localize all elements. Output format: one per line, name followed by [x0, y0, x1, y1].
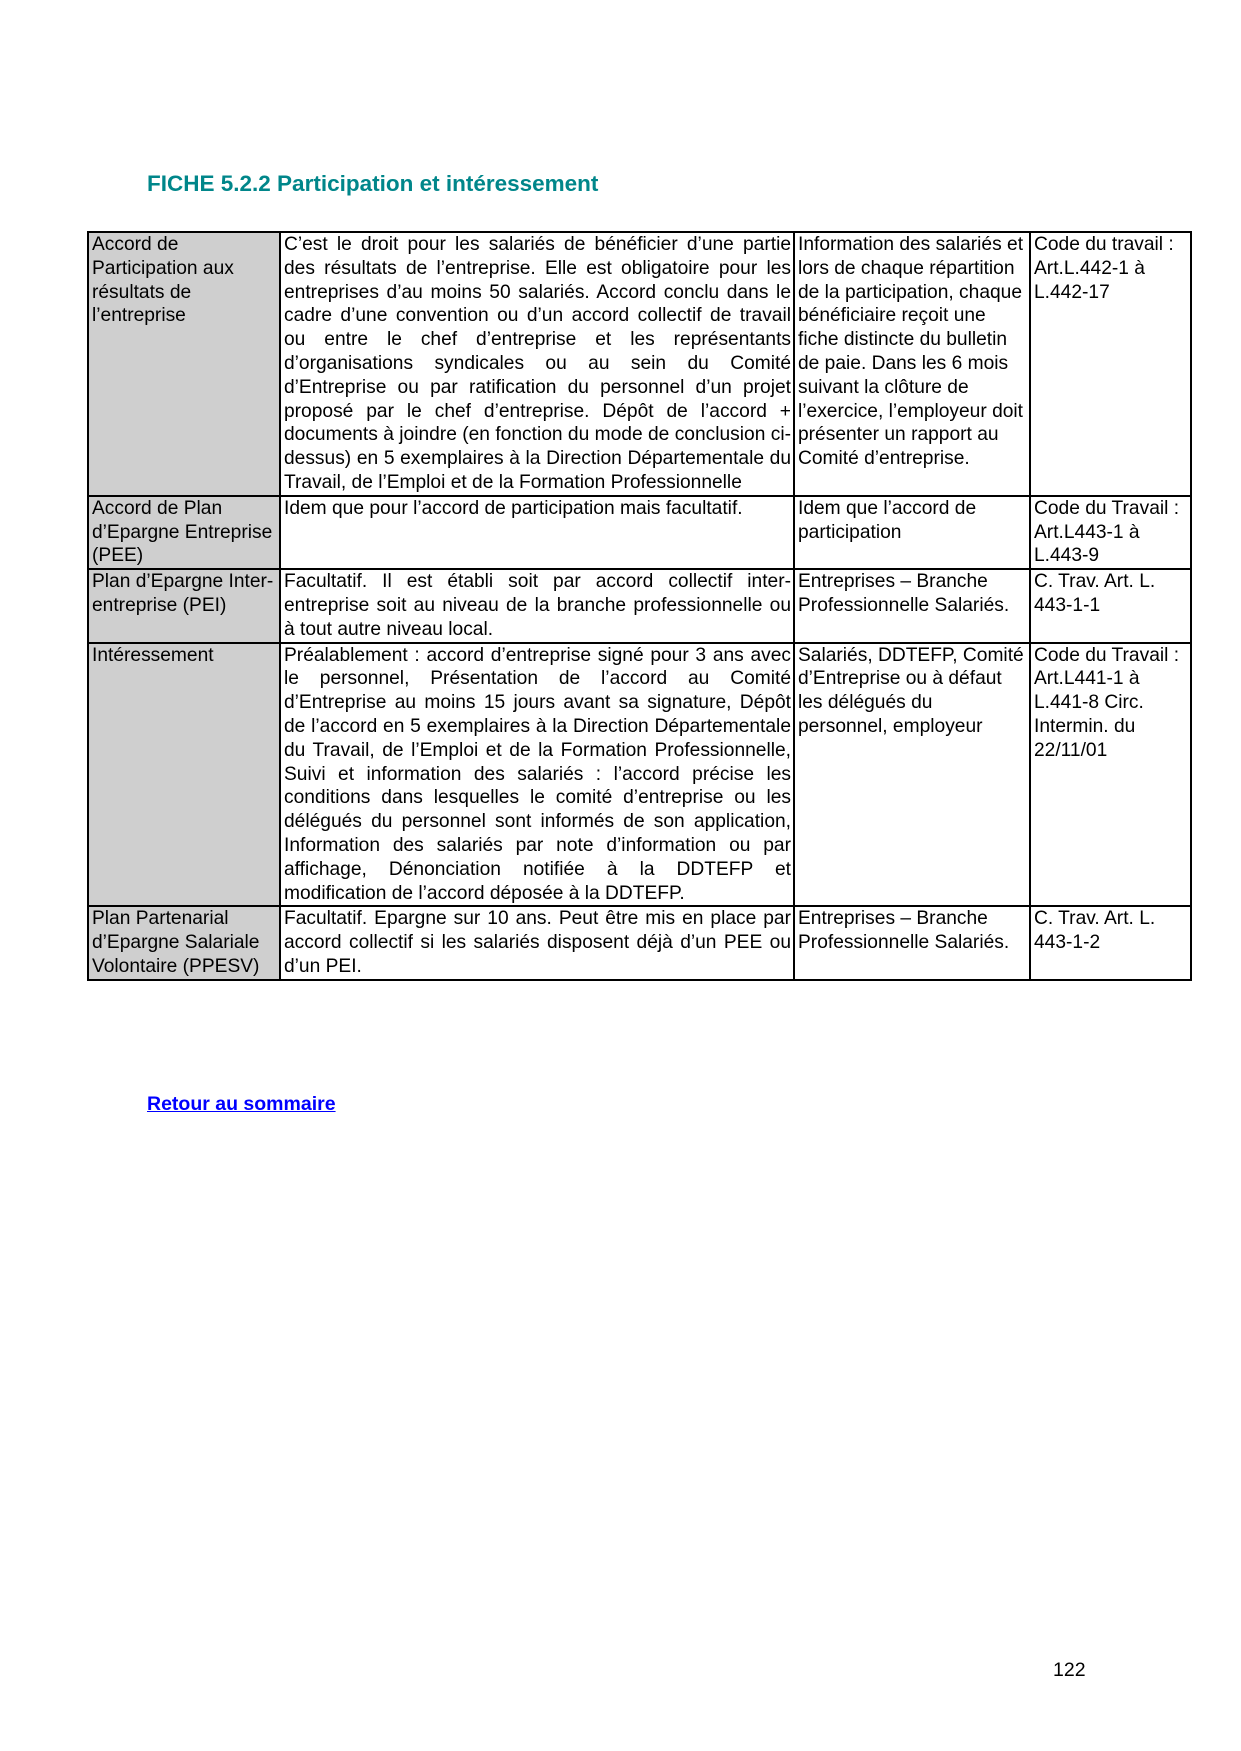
- table-row: [88, 906, 1191, 979]
- legal-reference-cell: C. Trav. Art. L. 443-1-2: [1030, 906, 1191, 979]
- legal-reference-cell: Code du Travail : Art.L441-1 à L.441-8 Circ. Intermin. du 22/11/01: [1030, 643, 1191, 907]
- scheme-name-cell: Intéressement: [88, 643, 280, 907]
- legal-reference-cell: Code du travail : Art.L.442-1 à L.442-17: [1030, 232, 1191, 496]
- legal-reference-cell: Code du Travail : Art.L443-1 à L.443-9: [1030, 496, 1191, 569]
- description-cell: Préalablement : accord d’entreprise signé pour 3 ans avec le personnel, Présentation de l’accord au Comité d’Entreprise au moins 15 jours avant sa signature, Dépôt de l’accord en 5 exemplaires à la Direction Départementale du Travail, de l’Emploi et de la Formation Professionnelle, Suivi et information des salariés : l’accord précise les conditions dans lesquelles le comité d’entreprise ou les délégués du personnel sont informés de son application, Information des salariés par note d’information ou par affichage, Dénonciation notifiée à la DDTEFP et modification de l’accord déposée à la DDTEFP.: [280, 643, 794, 907]
- table-row: [88, 643, 1191, 907]
- description-cell: Facultatif. Il est établi soit par accord collectif inter-entreprise soit au niveau de la branche professionnelle ou à tout autre niveau local.: [280, 569, 794, 642]
- table-row: [88, 496, 1191, 569]
- concerned-parties-cell: Salariés, DDTEFP, Comité d’Entreprise ou à défaut les délégués du personnel, employeur: [794, 643, 1030, 907]
- page-number: 122: [1053, 1659, 1086, 1681]
- description-cell: C’est le droit pour les salariés de bénéficier d’une partie des résultats de l’entreprise. Elle est obligatoire pour les entreprises d’au moins 50 salariés. Accord conclu dans le cadre d’une convention ou d’un accord collectif de travail ou entre le chef d’entreprise et les représentants d’organisations syndicales ou au sein du Comité d’Entreprise ou par ratification du personnel d’un projet proposé par le chef d’entreprise. Dépôt de l’accord + documents à joindre (en fonction du mode de conclusion ci-dessus) en 5 exemplaires à la Direction Départementale du Travail, de l’Emploi et de la Formation Professionnelle: [280, 232, 794, 496]
- description-cell: Idem que pour l’accord de participation mais facultatif.: [280, 496, 794, 569]
- concerned-parties-cell: Idem que l’accord de participation: [794, 496, 1030, 569]
- page-title: FICHE 5.2.2 Participation et intéressement: [147, 171, 599, 196]
- table-row: [88, 569, 1191, 642]
- table-row: [88, 232, 1191, 496]
- concerned-parties-cell: Entreprises – Branche Professionnelle Salariés.: [794, 569, 1030, 642]
- scheme-name-cell: Plan d’Epargne Inter-entreprise (PEI): [88, 569, 280, 642]
- description-cell: Facultatif. Epargne sur 10 ans. Peut être mis en place par accord collectif si les salariés disposent déjà d’un PEE ou d’un PEI.: [280, 906, 794, 979]
- scheme-name-cell: Accord de Plan d’Epargne Entreprise (PEE): [88, 496, 280, 569]
- concerned-parties-cell: Entreprises – Branche Professionnelle Salariés.: [794, 906, 1030, 979]
- back-to-summary-link[interactable]: Retour au sommaire: [147, 1093, 336, 1115]
- scheme-name-cell: Accord de Participation aux résultats de l’entreprise: [88, 232, 280, 496]
- schemes-table: [87, 231, 1192, 981]
- concerned-parties-cell: Information des salariés et lors de chaque répartition de la participation, chaque bénéficiaire reçoit une fiche distincte du bulletin de paie. Dans les 6 mois suivant la clôture de l’exercice, l’employeur doit présenter un rapport au Comité d’entreprise.: [794, 232, 1030, 496]
- scheme-name-cell: Plan Partenarial d’Epargne Salariale Volontaire (PPESV): [88, 906, 280, 979]
- legal-reference-cell: C. Trav. Art. L. 443-1-1: [1030, 569, 1191, 642]
